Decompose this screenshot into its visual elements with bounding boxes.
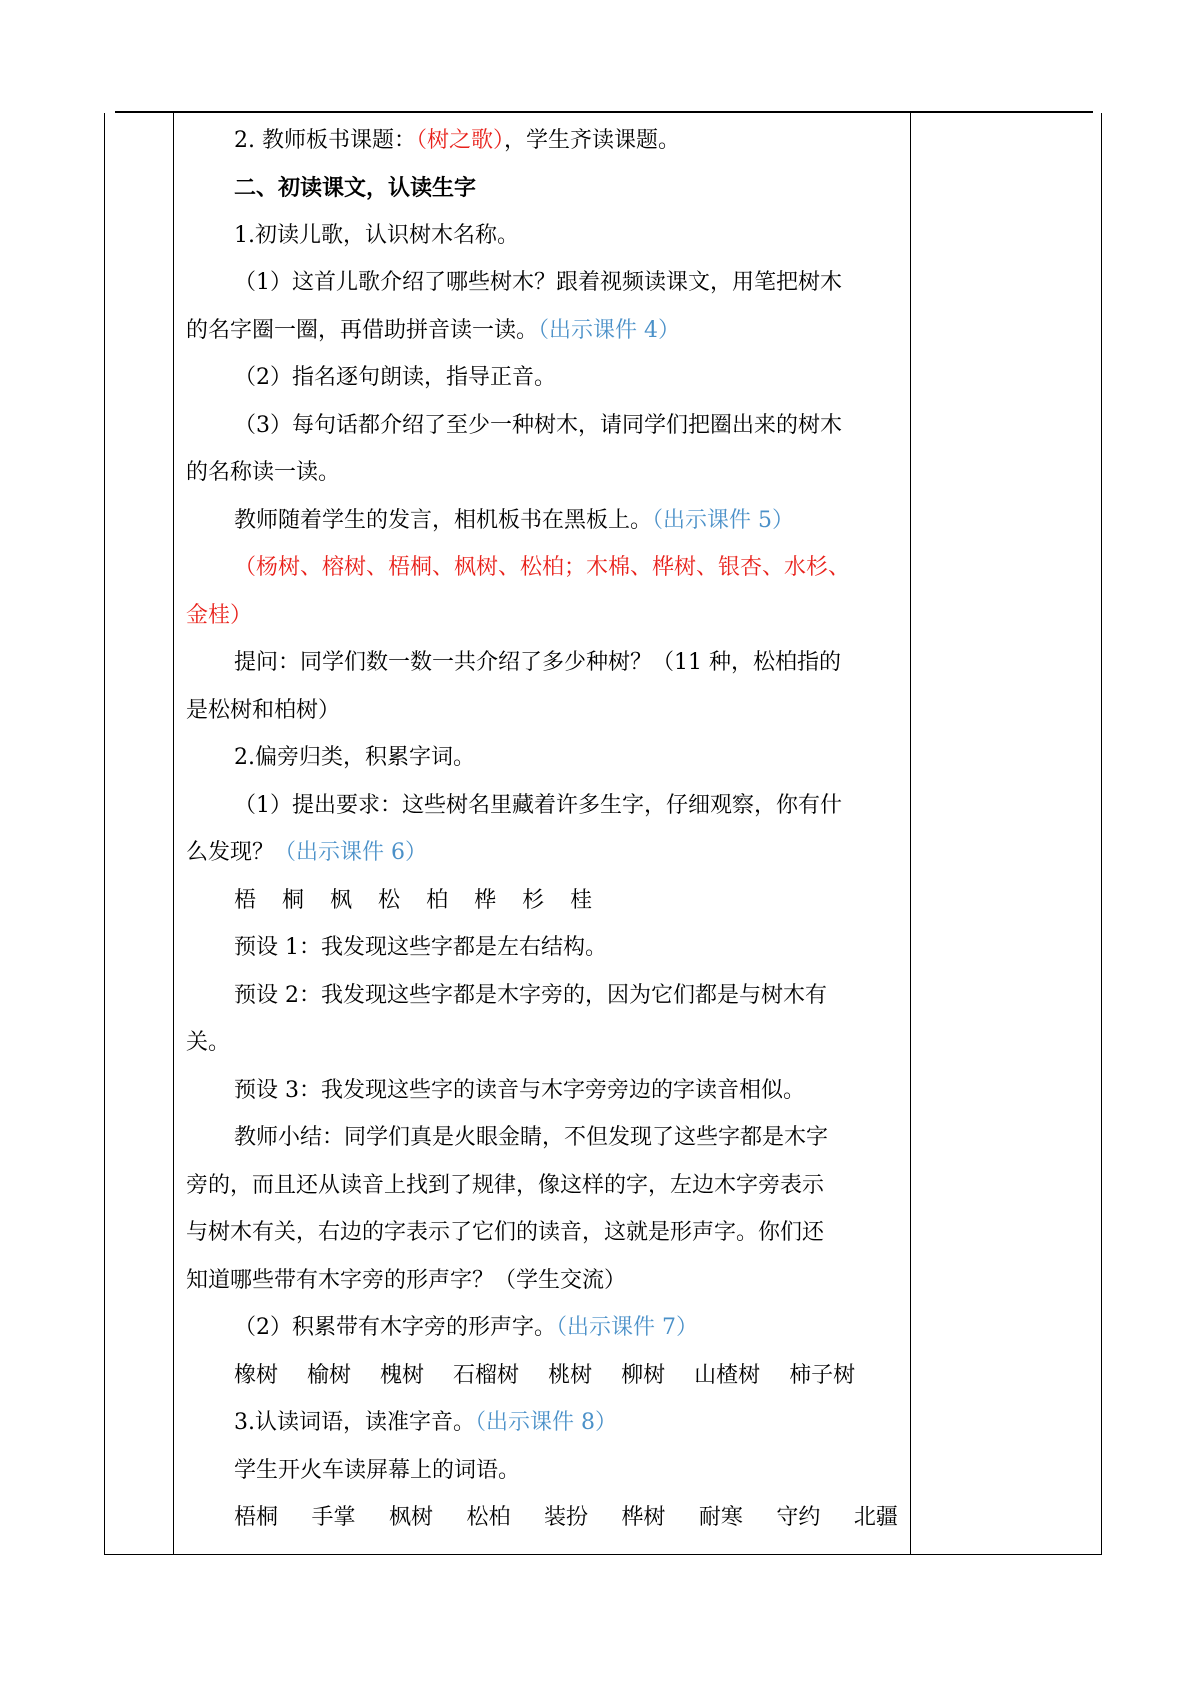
paragraph — [234, 506, 794, 536]
character: 桂 — [570, 888, 593, 913]
paragraph: 与树木有关，右边的字表示了它们的读音，这就是形声字。你们还 — [186, 1220, 825, 1245]
table-top-border — [115, 111, 1093, 113]
text: 教师随着学生的发言，相机板书在黑板上。 — [234, 508, 653, 533]
paragraph: 的名称读一读。 — [186, 460, 341, 485]
text: 2. 教师板书课题： — [234, 128, 416, 153]
tree-name-list — [234, 1361, 855, 1391]
paragraph: 知道哪些带有木字旁的形声字？（学生交流） — [186, 1268, 627, 1293]
courseware-ref: （出示课件 4） — [538, 318, 681, 343]
table-right-border — [1101, 113, 1102, 1555]
paragraph: 2.偏旁归类，积累字词。 — [234, 745, 475, 770]
paragraph: 关。 — [186, 1030, 231, 1055]
paragraph: （2）指名逐句朗读，指导正音。 — [234, 365, 556, 390]
lesson-title: （树之歌） — [415, 128, 504, 153]
vocabulary-list — [234, 1503, 898, 1533]
character: 梧 — [234, 888, 257, 913]
table-column-divider-left — [173, 113, 174, 1555]
paragraph: 预设 2：我发现这些字都是木字旁的，因为它们都是与树木有 — [234, 983, 827, 1008]
table-column-divider-right — [910, 113, 911, 1555]
paragraph — [186, 838, 427, 868]
character: 杉 — [522, 888, 545, 913]
character: 桦 — [474, 888, 497, 913]
courseware-ref: （出示课件 8） — [475, 1410, 617, 1435]
vocab-word: 装扮 — [543, 1505, 588, 1530]
character-list — [234, 886, 592, 916]
tree-name: 榆树 — [307, 1363, 352, 1388]
courseware-ref: （出示课件 6） — [274, 840, 428, 865]
paragraph: （3）每句话都介绍了至少一种树木，请同学们把圈出来的树木 — [234, 413, 842, 438]
paragraph: 学生开火车读屏幕上的词语。 — [234, 1458, 521, 1483]
tree-name: 桃树 — [548, 1363, 593, 1388]
board-tree-list: （杨树、榕树、梧桐、枫树、松柏；木棉、桦树、银杏、水杉、 — [234, 555, 851, 580]
section-heading: 二、初读课文，认读生字 — [234, 175, 477, 201]
text: ，学生齐读课题。 — [504, 128, 681, 153]
vocab-word: 北疆 — [853, 1505, 898, 1530]
paragraph: （1）提出要求：这些树名里藏着许多生字，仔细观察，你有什 — [234, 793, 842, 818]
text: 么发现？ — [186, 840, 275, 865]
text: （2）积累带有木字旁的形声字。 — [234, 1315, 556, 1340]
character: 柏 — [426, 888, 449, 913]
paragraph — [234, 1313, 698, 1343]
vocab-word: 耐寒 — [698, 1505, 743, 1530]
tree-name: 橡树 — [234, 1363, 279, 1388]
paragraph: 旁的，而且还从读音上找到了规律，像这样的字，左边木字旁表示 — [186, 1173, 825, 1198]
vocab-word: 桦树 — [621, 1505, 666, 1530]
tree-name: 柿子树 — [789, 1363, 856, 1388]
courseware-ref: （出示课件 5） — [652, 508, 795, 533]
vocab-word: 手掌 — [311, 1505, 356, 1530]
paragraph: 提问：同学们数一数一共介绍了多少种树？（11 种，松柏指的 — [234, 650, 841, 675]
text: 3.认读词语，读准字音。 — [234, 1410, 475, 1435]
paragraph: 预设 3：我发现这些字的读音与木字旁旁边的字读音相似。 — [234, 1078, 805, 1103]
text: 的名字圈一圈，再借助拼音读一读。 — [186, 318, 539, 343]
paragraph: （1）这首儿歌介绍了哪些树木？跟着视频读课文，用笔把树木 — [234, 270, 842, 295]
paragraph: 是松树和柏树） — [186, 698, 341, 723]
tree-name: 石榴树 — [453, 1363, 520, 1388]
tree-name: 山楂树 — [694, 1363, 761, 1388]
vocab-word: 守约 — [776, 1505, 821, 1530]
paragraph — [186, 316, 680, 346]
step-title-board — [234, 126, 680, 156]
courseware-ref: （出示课件 7） — [556, 1315, 698, 1340]
vocab-word: 松柏 — [466, 1505, 511, 1530]
paragraph: 教师小结：同学们真是火眼金睛，不但发现了这些字都是木字 — [234, 1125, 829, 1150]
paragraph — [234, 1408, 617, 1438]
vocab-word: 梧桐 — [234, 1505, 279, 1530]
table-left-border — [104, 113, 105, 1555]
character: 枫 — [330, 888, 353, 913]
vocab-word: 枫树 — [388, 1505, 433, 1530]
character: 松 — [378, 888, 401, 913]
board-tree-list-cont: 金桂） — [186, 603, 253, 628]
tree-name: 槐树 — [380, 1363, 425, 1388]
tree-name: 柳树 — [621, 1363, 666, 1388]
paragraph: 1.初读儿歌，认识树木名称。 — [234, 223, 519, 248]
table-bottom-border — [104, 1554, 1102, 1555]
paragraph: 预设 1：我发现这些字都是左右结构。 — [234, 935, 607, 960]
character: 桐 — [282, 888, 305, 913]
